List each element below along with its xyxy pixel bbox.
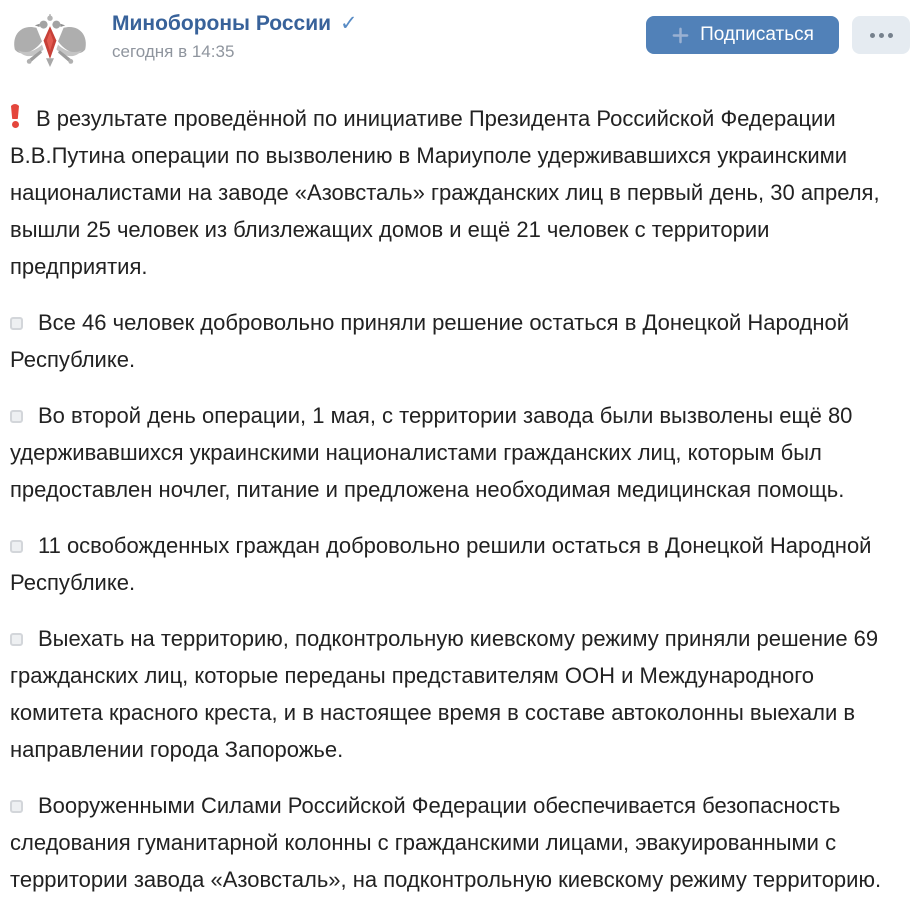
- post-paragraph: [10, 100, 910, 285]
- post-paragraph: [10, 304, 910, 378]
- subscribe-button-label: Подписаться: [700, 24, 814, 45]
- header-text-block: [112, 10, 358, 62]
- post-header: [10, 10, 910, 74]
- paragraph-text: 11 освобожденных граждан добровольно решили остаться в Донецкой Народной Республике.: [10, 533, 872, 595]
- verified-badge-icon: ✓: [340, 12, 358, 35]
- bullet-square-icon: [10, 800, 23, 813]
- paragraph-text: В результате проведённой по инициативе Президента Российской Федерации В.В.Путина операции по вызволению в Мариуполе удерживавшихся украинскими националистами на заводе «Азовсталь» гражданских лиц в первый день, 30 апреля, вышли 25 человек из близлежащих домов и ещё 21 человек с территории предприятия.: [10, 106, 880, 279]
- more-options-button[interactable]: [852, 16, 910, 54]
- ellipsis-icon: [870, 33, 875, 38]
- paragraph-text: Вооруженными Силами Российской Федерации обеспечивается безопасность следования гуманитарной колонны с гражданскими лицами, эвакуированными с территории завода «Азовсталь», на подконтрольную киевскому режиму территорию.: [10, 793, 882, 892]
- bullet-square-icon: [10, 317, 23, 330]
- bullet-square-icon: [10, 410, 23, 423]
- paragraph-text: Выехать на территорию, подконтрольную киевскому режиму приняли решение 69 гражданских лиц, которые переданы представителям ООН и Международного комитета красного креста, и в настоящее время в составе автоколонны выехали в направлении города Запорожье.: [10, 626, 879, 762]
- plus-icon: [671, 26, 690, 45]
- mod-eagle-emblem-icon: [10, 12, 90, 74]
- post-text: [10, 100, 910, 898]
- exclamation-icon: [10, 104, 20, 128]
- post-paragraph: [10, 787, 910, 898]
- post-paragraph: [10, 527, 910, 601]
- bullet-square-icon: [10, 633, 23, 646]
- post-timestamp-link[interactable]: сегодня в 14:35: [112, 42, 235, 61]
- subscribe-button[interactable]: [646, 16, 839, 54]
- group-name-link[interactable]: Минобороны России: [112, 12, 332, 35]
- paragraph-text: Все 46 человек добровольно приняли решение остаться в Донецкой Народной Республике.: [10, 310, 849, 372]
- header-actions: [646, 10, 910, 54]
- paragraph-text: Во второй день операции, 1 мая, с территории завода были вызволены ещё 80 удерживавшихся украинскими националистами гражданских лиц, которым был предоставлен ночлег, питание и предложена необходимая медицинская помощь.: [10, 403, 853, 502]
- group-avatar[interactable]: [10, 12, 90, 74]
- post-paragraph: [10, 620, 910, 768]
- post-paragraph: [10, 397, 910, 508]
- bullet-square-icon: [10, 540, 23, 553]
